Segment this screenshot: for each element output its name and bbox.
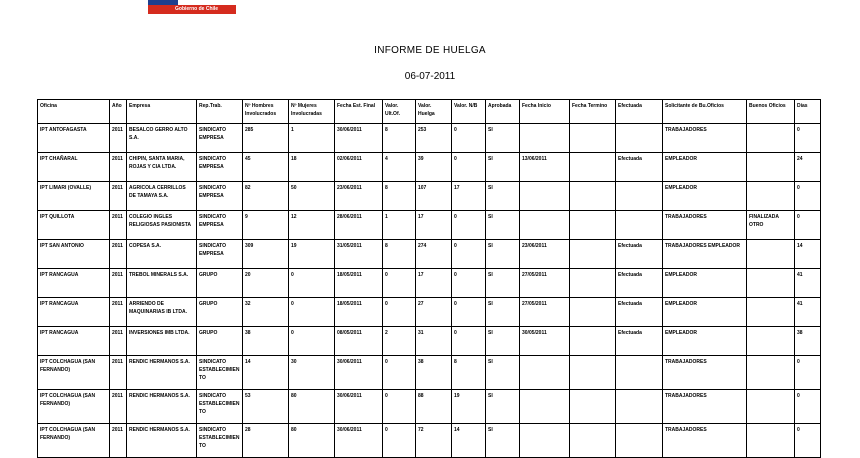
table-cell: 8 — [383, 240, 416, 269]
table-cell: 2011 — [110, 240, 127, 269]
table-cell: 8 — [383, 124, 416, 153]
table-cell — [570, 327, 616, 356]
table-cell: SINDICATO ESTABLECIMIENTO — [197, 390, 243, 424]
table-cell: SI — [486, 356, 520, 390]
table-cell: EMPLEADOR — [663, 269, 747, 298]
table-cell: 0 — [795, 124, 821, 153]
table-cell: SI — [486, 182, 520, 211]
table-cell — [520, 390, 570, 424]
table-cell: 27 — [416, 298, 452, 327]
table-cell — [616, 211, 663, 240]
table-cell: 30/06/2011 — [335, 390, 383, 424]
table-cell: 0 — [383, 390, 416, 424]
logo-text: Gobierno de Chile — [175, 6, 219, 12]
table-cell: 38 — [243, 327, 289, 356]
table-cell — [616, 124, 663, 153]
table-cell — [747, 153, 795, 182]
table-cell: RENDIC HERMANOS S.A. — [127, 390, 197, 424]
table-cell: 82 — [243, 182, 289, 211]
table-cell: ARRIENDO DE MAQUINARIAS IB LTDA. — [127, 298, 197, 327]
gobierno-logo — [148, 0, 236, 14]
table-row — [38, 182, 821, 211]
table-cell: SI — [486, 390, 520, 424]
table-cell: TRABAJADORES — [663, 211, 747, 240]
table-cell — [747, 327, 795, 356]
table-cell — [747, 390, 795, 424]
column-header: Nº Hombres Involucrados — [243, 100, 289, 124]
table-row — [38, 424, 821, 458]
report-title: INFORME DE HUELGA — [374, 45, 486, 56]
table-cell: 41 — [795, 298, 821, 327]
table-cell: SINDICATO ESTABLECIMIENTO — [197, 356, 243, 390]
table-cell: 107 — [416, 182, 452, 211]
table-cell: Efectuada — [616, 298, 663, 327]
column-header: Fecha Termino — [570, 100, 616, 124]
table-cell: IPT RANCAGUA — [38, 327, 110, 356]
table-cell — [520, 424, 570, 458]
table-cell: IPT CHAÑARAL — [38, 153, 110, 182]
table-row — [38, 356, 821, 390]
table-cell: 0 — [452, 327, 486, 356]
table-cell: 309 — [243, 240, 289, 269]
column-header: Buenos Oficios — [747, 100, 795, 124]
table-cell: 4 — [383, 153, 416, 182]
table-cell: IPT COLCHAGUA (SAN FERNANDO) — [38, 424, 110, 458]
table-cell: 0 — [452, 240, 486, 269]
table-cell: IPT COLCHAGUA (SAN FERNANDO) — [38, 390, 110, 424]
table-header-row — [38, 100, 821, 124]
column-header: Aprobada — [486, 100, 520, 124]
table-cell: BESALCO GERRO ALTO S.A. — [127, 124, 197, 153]
table-cell: Efectuada — [616, 240, 663, 269]
table-cell: 2011 — [110, 424, 127, 458]
table-cell: EMPLEADOR — [663, 298, 747, 327]
column-header: Valor. N/B — [452, 100, 486, 124]
table-cell: 19 — [452, 390, 486, 424]
table-cell — [520, 124, 570, 153]
table-cell: 2011 — [110, 124, 127, 153]
table-cell: 0 — [383, 424, 416, 458]
table-cell: 80 — [289, 390, 335, 424]
table-cell: 13/06/2011 — [520, 153, 570, 182]
table-cell: 0 — [795, 424, 821, 458]
table-cell — [520, 211, 570, 240]
table-cell: 20 — [243, 269, 289, 298]
table-cell — [747, 240, 795, 269]
table-cell: 88 — [416, 390, 452, 424]
table-cell: 0 — [795, 211, 821, 240]
table-cell: 27/05/2011 — [520, 298, 570, 327]
table-cell: 53 — [243, 390, 289, 424]
table-row — [38, 390, 821, 424]
table-cell — [570, 211, 616, 240]
table-cell: 38 — [416, 356, 452, 390]
table-cell: 50 — [289, 182, 335, 211]
table-cell: SI — [486, 424, 520, 458]
table-cell: 17 — [416, 211, 452, 240]
table-cell: GRUPO — [197, 327, 243, 356]
table-cell: 8 — [383, 182, 416, 211]
table-cell: 08/05/2011 — [335, 327, 383, 356]
table-cell — [570, 298, 616, 327]
table-cell: 0 — [452, 153, 486, 182]
column-header: Fecha Est. Final — [335, 100, 383, 124]
table-cell: 2011 — [110, 298, 127, 327]
column-header: Efectuada — [616, 100, 663, 124]
table-cell: 30/06/2011 — [335, 124, 383, 153]
table-cell — [570, 390, 616, 424]
table-row — [38, 153, 821, 182]
table-cell: 0 — [383, 269, 416, 298]
table-cell: 0 — [795, 390, 821, 424]
table-cell: 39 — [416, 153, 452, 182]
column-header: Valor. Ult.Of. — [383, 100, 416, 124]
table-cell: CHIPIN, SANTA MARIA, ROJAS Y CIA LTDA. — [127, 153, 197, 182]
table-cell: 1 — [289, 124, 335, 153]
table-cell: 2 — [383, 327, 416, 356]
table-cell: 8 — [452, 356, 486, 390]
table-cell: FINALIZADA OTRO — [747, 211, 795, 240]
table-cell: SINDICATO EMPRESA — [197, 182, 243, 211]
table-cell — [747, 424, 795, 458]
table-cell: 31/05/2011 — [335, 240, 383, 269]
table-cell — [616, 424, 663, 458]
table-cell: 2011 — [110, 356, 127, 390]
table-cell — [570, 356, 616, 390]
table-cell: 14 — [243, 356, 289, 390]
table-cell — [520, 356, 570, 390]
table-cell: 0 — [452, 211, 486, 240]
table-cell: 12 — [289, 211, 335, 240]
table-cell: 0 — [289, 298, 335, 327]
table-cell: 30/05/2011 — [520, 327, 570, 356]
table-cell: TRABAJADORES EMPLEADOR — [663, 240, 747, 269]
table-cell: SI — [486, 269, 520, 298]
column-header: Fecha Inicio — [520, 100, 570, 124]
table-cell — [747, 269, 795, 298]
table-cell: 23/06/2011 — [520, 240, 570, 269]
table-cell: 1 — [383, 211, 416, 240]
table-cell: SI — [486, 327, 520, 356]
table-cell: COLEGIO INGLES RELIGIOSAS PASIONISTA — [127, 211, 197, 240]
table-cell: 2011 — [110, 269, 127, 298]
table-row — [38, 327, 821, 356]
table-cell: EMPLEADOR — [663, 327, 747, 356]
table-cell: TRABAJADORES — [663, 424, 747, 458]
table-cell: SINDICATO EMPRESA — [197, 211, 243, 240]
table-cell: 28 — [243, 424, 289, 458]
table-cell: 30/06/2011 — [335, 424, 383, 458]
table-cell: SI — [486, 124, 520, 153]
table-row — [38, 211, 821, 240]
table-cell: 31 — [416, 327, 452, 356]
table-cell: 2011 — [110, 390, 127, 424]
table-cell: 30/06/2011 — [335, 356, 383, 390]
column-header: Rep.Trab. — [197, 100, 243, 124]
table-cell: 38 — [795, 327, 821, 356]
table-cell — [570, 153, 616, 182]
table-cell: 14 — [452, 424, 486, 458]
table-cell: 2011 — [110, 182, 127, 211]
table-cell: IPT RANCAGUA — [38, 298, 110, 327]
table-cell — [747, 356, 795, 390]
table-row — [38, 240, 821, 269]
table-cell: 0 — [383, 298, 416, 327]
table-cell — [747, 182, 795, 211]
table-cell: Efectuada — [616, 153, 663, 182]
table-cell — [570, 269, 616, 298]
table-cell: 41 — [795, 269, 821, 298]
table-cell: Efectuada — [616, 269, 663, 298]
table-cell: SI — [486, 298, 520, 327]
table-cell: 18 — [289, 153, 335, 182]
table-cell: SINDICATO EMPRESA — [197, 240, 243, 269]
table-cell: 2011 — [110, 153, 127, 182]
column-header: Nº Mujeres Involucradas — [289, 100, 335, 124]
table-cell: GRUPO — [197, 298, 243, 327]
table-cell — [520, 182, 570, 211]
table-cell — [570, 240, 616, 269]
column-header: Valor. Huelga — [416, 100, 452, 124]
strike-report-table — [37, 99, 821, 458]
table-cell: IPT LIMARI (OVALLE) — [38, 182, 110, 211]
table-body — [38, 124, 821, 458]
table-cell: 18/05/2011 — [335, 269, 383, 298]
table-cell: 9 — [243, 211, 289, 240]
table-row — [38, 269, 821, 298]
table-cell: 0 — [452, 298, 486, 327]
table-cell — [616, 390, 663, 424]
table-cell: 0 — [795, 182, 821, 211]
table-row — [38, 298, 821, 327]
table-cell: TRABAJADORES — [663, 390, 747, 424]
table-cell: TRABAJADORES — [663, 124, 747, 153]
table-cell: 0 — [452, 124, 486, 153]
table-cell: EMPLEADOR — [663, 153, 747, 182]
table-cell: 30 — [289, 356, 335, 390]
table-cell: SINDICATO EMPRESA — [197, 153, 243, 182]
table-cell: SI — [486, 240, 520, 269]
table-cell: 27/05/2011 — [520, 269, 570, 298]
table-cell: TRABAJADORES — [663, 356, 747, 390]
table-cell: 17 — [452, 182, 486, 211]
table-cell: 02/06/2011 — [335, 153, 383, 182]
table-cell: EMPLEADOR — [663, 182, 747, 211]
table-cell: 0 — [289, 327, 335, 356]
table-cell — [570, 182, 616, 211]
table-cell: INVERSIONES IMB LTDA. — [127, 327, 197, 356]
table-cell: SI — [486, 153, 520, 182]
table-cell: IPT RANCAGUA — [38, 269, 110, 298]
column-header: Días — [795, 100, 821, 124]
table-cell: 23/06/2011 — [335, 182, 383, 211]
table-cell: COPESA S.A. — [127, 240, 197, 269]
column-header: Solicitante de Bu.Oficios — [663, 100, 747, 124]
table-cell: SINDICATO EMPRESA — [197, 124, 243, 153]
table-cell: IPT QUILLOTA — [38, 211, 110, 240]
report-date: 06-07-2011 — [404, 71, 456, 82]
table-cell — [616, 356, 663, 390]
table-row — [38, 124, 821, 153]
column-header: Empresa — [127, 100, 197, 124]
table-cell: AGRICOLA CERRILLOS DE TAMAYA S.A. — [127, 182, 197, 211]
table-cell: 80 — [289, 424, 335, 458]
table-cell — [747, 298, 795, 327]
table-cell: 72 — [416, 424, 452, 458]
table-cell: SINDICATO ESTABLECIMIENTO — [197, 424, 243, 458]
table-cell: IPT SAN ANTONIO — [38, 240, 110, 269]
table-cell — [747, 124, 795, 153]
table-cell — [616, 182, 663, 211]
table-cell — [570, 424, 616, 458]
table-cell: 0 — [795, 356, 821, 390]
table-cell: 0 — [289, 269, 335, 298]
table-cell: 285 — [243, 124, 289, 153]
table-cell: 28/06/2011 — [335, 211, 383, 240]
table-cell: RENDIC HERMANOS S.A. — [127, 424, 197, 458]
table-cell: 24 — [795, 153, 821, 182]
column-header: Oficina — [38, 100, 110, 124]
table-cell: 14 — [795, 240, 821, 269]
table-cell: 19 — [289, 240, 335, 269]
table-cell: 2011 — [110, 327, 127, 356]
table-cell: IPT ANTOFAGASTA — [38, 124, 110, 153]
table-cell: 253 — [416, 124, 452, 153]
table-cell: 0 — [452, 269, 486, 298]
table-cell: TREBOL MINERALS S.A. — [127, 269, 197, 298]
table-cell: 32 — [243, 298, 289, 327]
table-cell — [570, 124, 616, 153]
table-cell: 18/05/2011 — [335, 298, 383, 327]
table-cell: 45 — [243, 153, 289, 182]
column-header: Año — [110, 100, 127, 124]
table-cell: IPT COLCHAGUA (SAN FERNANDO) — [38, 356, 110, 390]
table-cell: 17 — [416, 269, 452, 298]
table-cell: GRUPO — [197, 269, 243, 298]
table-cell: RENDIC HERMANOS S.A. — [127, 356, 197, 390]
table-cell: SI — [486, 211, 520, 240]
table-cell: 274 — [416, 240, 452, 269]
table-cell: 0 — [383, 356, 416, 390]
table-cell: 2011 — [110, 211, 127, 240]
table-cell: Efectuada — [616, 327, 663, 356]
